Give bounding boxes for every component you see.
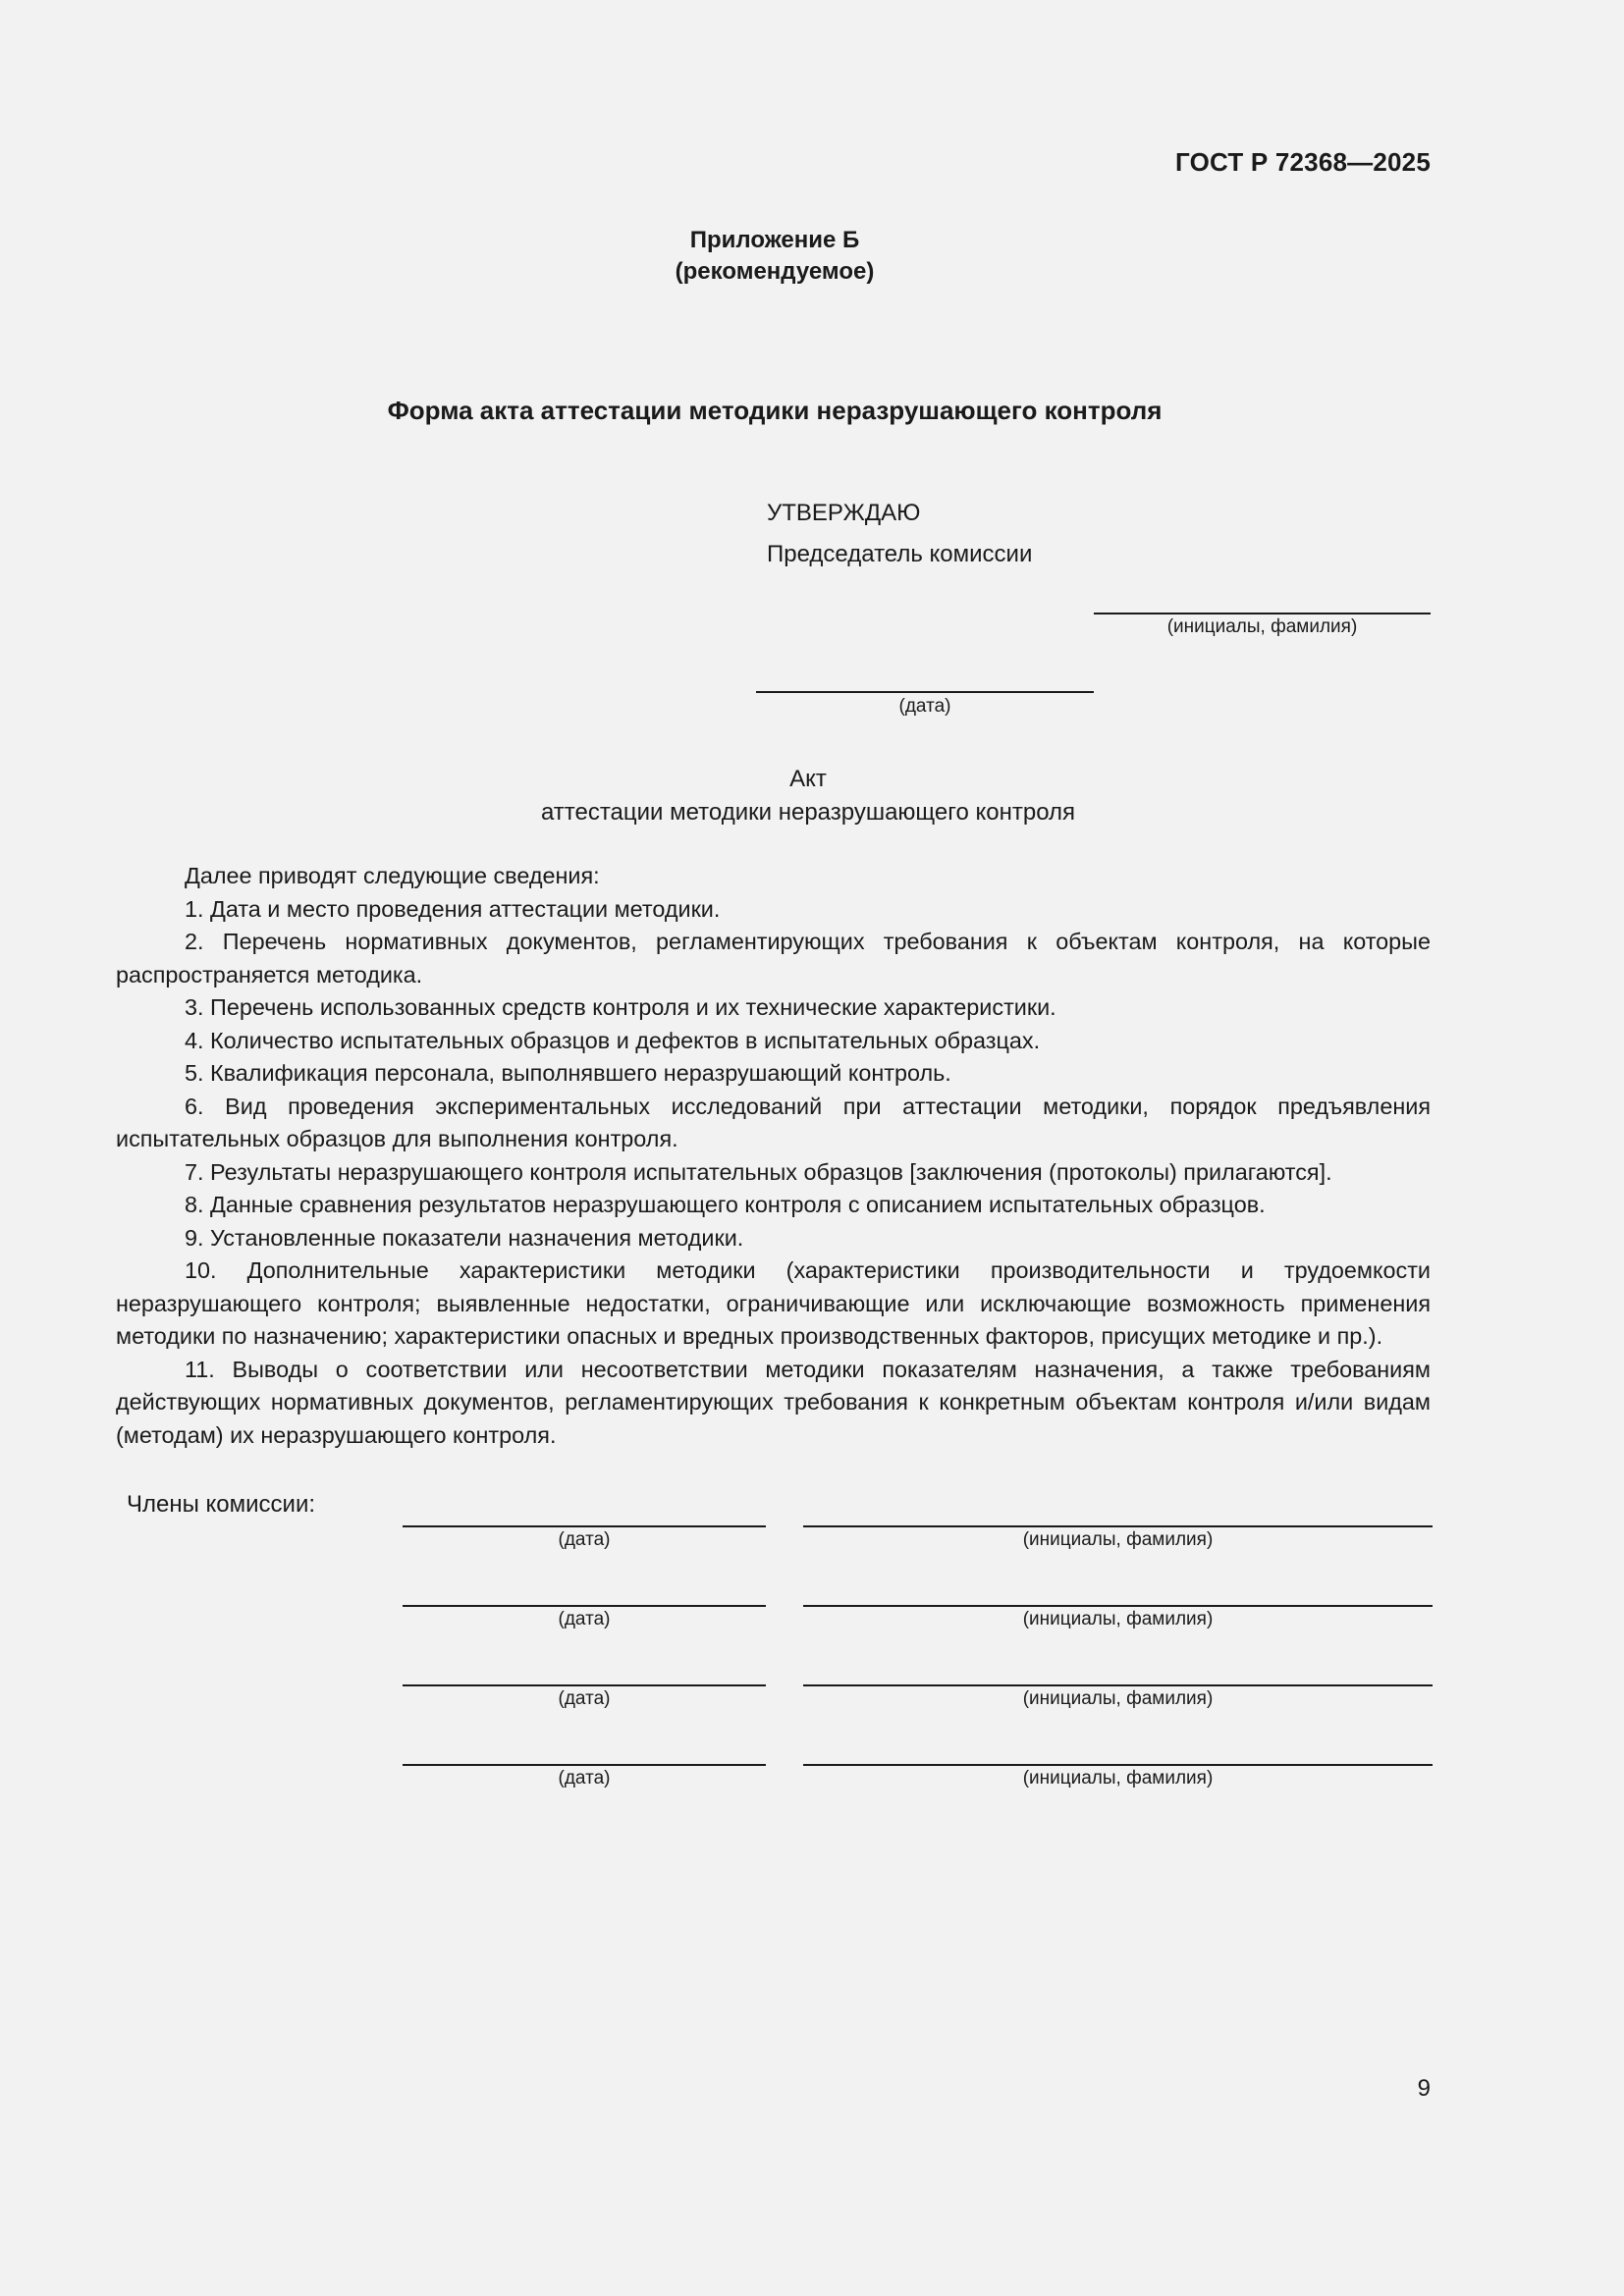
list-item: 9. Установленные показатели назначения методики. bbox=[185, 1224, 744, 1251]
member-name-line bbox=[803, 1764, 1433, 1766]
member-date-caption: (дата) bbox=[558, 1768, 611, 1789]
act-subtitle: аттестации методики неразрушающего контроля bbox=[540, 799, 1076, 826]
members-label: Члены комиссии: bbox=[127, 1491, 316, 1518]
member-name-caption: (инициалы, фамилия) bbox=[1022, 1609, 1214, 1629]
member-date-caption: (дата) bbox=[558, 1529, 611, 1550]
approval-date-line bbox=[756, 691, 1094, 693]
page-number: 9 bbox=[1417, 2075, 1431, 2102]
member-name-line bbox=[803, 1605, 1433, 1607]
list-item: 2. Перечень нормативных документов, регламентирующих требования к объектам контроля, на которые распространяется методика. bbox=[116, 929, 1431, 988]
member-date-caption: (дата) bbox=[558, 1609, 611, 1629]
standard-code: ГОСТ Р 72368—2025 bbox=[1175, 147, 1431, 177]
member-date-line bbox=[403, 1525, 766, 1527]
appendix-title: Приложение Б bbox=[689, 227, 860, 253]
member-name-caption: (инициалы, фамилия) bbox=[1022, 1688, 1214, 1709]
member-date-caption: (дата) bbox=[558, 1688, 611, 1709]
act-title: Акт bbox=[789, 766, 827, 792]
member-date-line bbox=[403, 1684, 766, 1686]
member-date-line bbox=[403, 1605, 766, 1607]
member-date-line bbox=[403, 1764, 766, 1766]
body-intro: Далее приводят следующие сведения: bbox=[185, 863, 600, 888]
appendix-heading bbox=[0, 225, 1549, 288]
list-item: 6. Вид проведения экспериментальных исследований при аттестации методики, порядок предъявления испытательных образцов для выполнения контроля. bbox=[116, 1093, 1431, 1151]
list-item: 3. Перечень использованных средств контроля и их технические характеристики. bbox=[185, 994, 1056, 1020]
list-item: 10. Дополнительные характеристики методики (характеристики производительности и трудоемкости неразрушающего контроля; выявленные недостатки, ограничивающие или исключающие возможность применения методики по назначению; характеристики опасных и вредных производственных факторов, присущих методике и пр.). bbox=[116, 1257, 1431, 1349]
member-name-line bbox=[803, 1684, 1433, 1686]
chairman-signature-line bbox=[1094, 613, 1431, 614]
list-item: 4. Количество испытательных образцов и дефектов в испытательных образцах. bbox=[185, 1027, 1041, 1053]
list-item: 1. Дата и место проведения аттестации методики. bbox=[185, 895, 721, 922]
act-heading bbox=[0, 763, 1616, 829]
list-item: 8. Данные сравнения результатов неразрушающего контроля с описанием испытательных образцов. bbox=[185, 1192, 1266, 1217]
chairman-initials-caption: (инициалы, фамилия) bbox=[1166, 616, 1358, 637]
member-name-caption: (инициалы, фамилия) bbox=[1022, 1768, 1214, 1789]
body-text bbox=[116, 860, 1431, 1452]
list-item: 5. Квалификация персонала, выполнявшего неразрушающий контроль. bbox=[185, 1060, 951, 1086]
list-item: 7. Результаты неразрушающего контроля испытательных образцов [заключения (протоколы) прилагаются]. bbox=[185, 1158, 1332, 1185]
member-name-caption: (инициалы, фамилия) bbox=[1022, 1529, 1214, 1550]
approve-word: УТВЕРЖДАЮ bbox=[767, 500, 921, 526]
member-name-line bbox=[803, 1525, 1433, 1527]
approval-date-caption: (дата) bbox=[898, 696, 951, 717]
form-title: Форма акта аттестации методики неразрушающего контроля bbox=[387, 396, 1163, 425]
chairman-label: Председатель комиссии bbox=[767, 541, 1033, 567]
list-item: 11. Выводы о соответствии или несоответствии методики показателям назначения, а также требованиям действующих нормативных документов, регламентирующих требования к конкретным объектам контроля и/или видам (методам) их неразрушающего контроля. bbox=[116, 1356, 1431, 1448]
appendix-status: (рекомендуемое) bbox=[675, 258, 875, 285]
